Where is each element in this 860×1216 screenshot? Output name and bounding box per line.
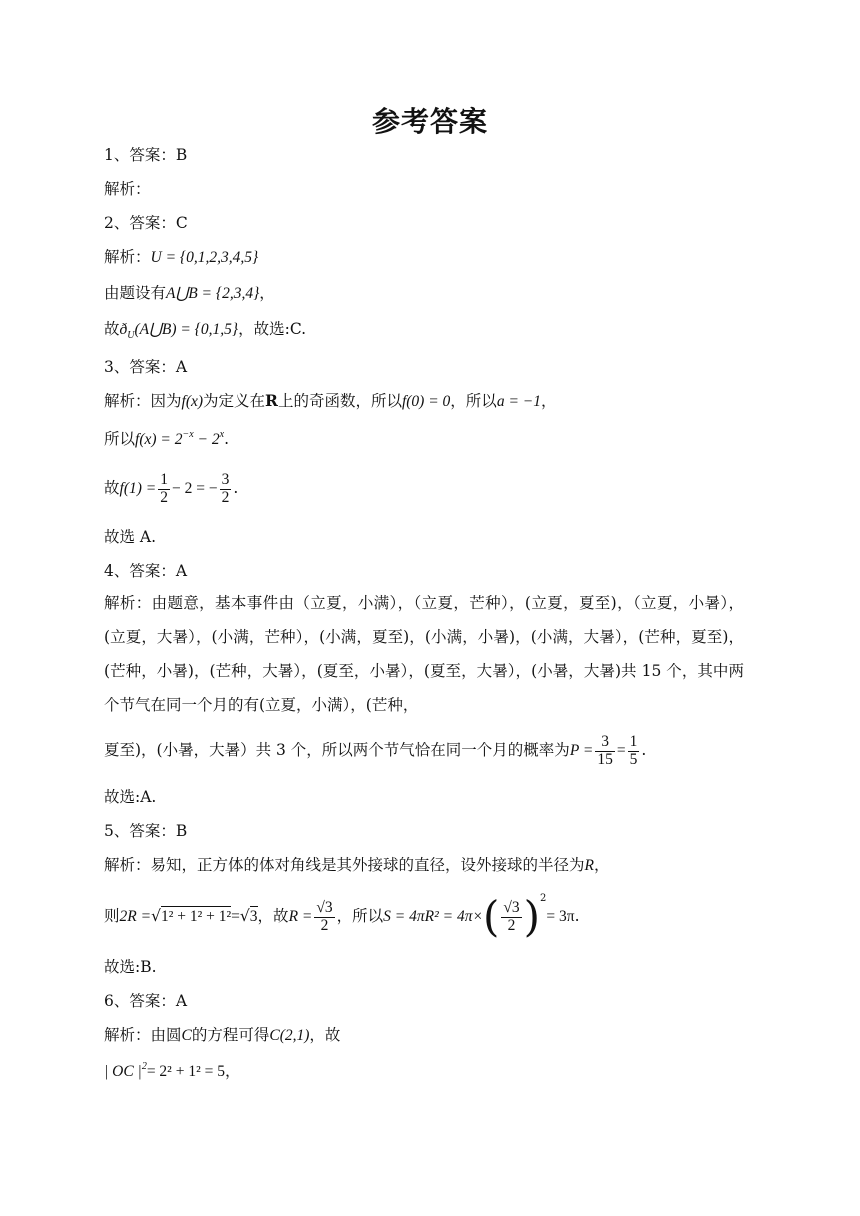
math: C(2,1) bbox=[269, 1027, 310, 1044]
q4-select: 故选:A. bbox=[104, 788, 157, 806]
q6-analysis-line2 bbox=[104, 1060, 240, 1083]
math: (A⋃B) = {0,1,5} bbox=[134, 321, 239, 338]
q6-analysis-line1 bbox=[104, 1024, 340, 1047]
sqrt-icon: √ bbox=[151, 907, 161, 925]
q2-analysis-line1 bbox=[104, 246, 258, 269]
complement-symbol: ð bbox=[119, 321, 128, 338]
text: 故 bbox=[104, 479, 120, 497]
text: ，故 bbox=[257, 907, 289, 925]
exponent: x bbox=[219, 429, 225, 440]
numerator: √3 bbox=[316, 899, 333, 917]
q2-answer: 2、答案：C bbox=[104, 214, 188, 232]
text: 则 bbox=[104, 907, 120, 925]
q3-analysis-line2 bbox=[104, 428, 229, 451]
q1-analysis: 解析： bbox=[104, 180, 151, 198]
math: 2R = bbox=[119, 908, 152, 925]
math: − 2 = − bbox=[171, 480, 218, 497]
fraction bbox=[314, 900, 334, 934]
math: | OC | bbox=[104, 1063, 142, 1080]
math: a = −1 bbox=[496, 393, 541, 410]
right-paren: ) bbox=[523, 892, 540, 941]
math: f(0) = 0 bbox=[401, 393, 451, 410]
q2-analysis-line3 bbox=[104, 318, 306, 341]
math: = 2² + 1² = 5 bbox=[146, 1063, 225, 1080]
math: P = bbox=[569, 742, 594, 759]
text: . bbox=[233, 479, 239, 497]
math: = bbox=[231, 908, 240, 925]
q3-analysis-line3 bbox=[104, 466, 238, 511]
q5-answer: 5、答案：B bbox=[104, 822, 188, 840]
subscript: U bbox=[127, 330, 135, 342]
denominator: 2 bbox=[221, 488, 230, 506]
q3-select: 故选 A. bbox=[104, 528, 157, 546]
page-title: 参考答案 bbox=[371, 105, 488, 138]
text: ，所以 bbox=[336, 907, 384, 925]
left-paren: ( bbox=[482, 892, 500, 941]
math: f(x) = 2 bbox=[135, 431, 183, 448]
q3-answer: 3、答案：A bbox=[104, 358, 188, 376]
q4-analysis-last-line bbox=[104, 728, 646, 773]
equals: = bbox=[616, 742, 626, 759]
exponent: 2 bbox=[141, 1061, 147, 1072]
math: A⋃B = {2,3,4} bbox=[166, 285, 260, 302]
numerator: 1 bbox=[629, 733, 638, 751]
denominator: 2 bbox=[320, 916, 329, 934]
q3-analysis-line1 bbox=[104, 390, 557, 413]
math: = 3π bbox=[546, 908, 575, 925]
denominator: 5 bbox=[629, 750, 638, 768]
text: 故 bbox=[104, 320, 120, 338]
text: ，故 bbox=[309, 1026, 341, 1044]
math: R = bbox=[288, 908, 313, 925]
math: C bbox=[181, 1027, 192, 1044]
q6-answer: 6、答案：A bbox=[104, 992, 188, 1010]
math: f(1) = bbox=[119, 480, 157, 497]
text: 为定义在 bbox=[203, 392, 266, 410]
fraction bbox=[158, 472, 170, 506]
math: S = 4πR² = 4π× bbox=[383, 908, 483, 925]
radicand: 3 bbox=[249, 908, 258, 925]
numerator: 3 bbox=[595, 734, 615, 751]
text: . bbox=[224, 430, 230, 448]
text: ， bbox=[259, 284, 275, 302]
text: 所以 bbox=[104, 430, 136, 448]
text: 解析：易知，正方体的体对角线是其外接球的直径，设外接球的半径为 bbox=[104, 856, 585, 874]
math: − 2 bbox=[193, 431, 220, 448]
q5-analysis-line1 bbox=[104, 854, 610, 877]
text: ， bbox=[224, 1062, 241, 1080]
fraction bbox=[595, 734, 615, 768]
radicand: 1² + 1² + 1² bbox=[160, 908, 232, 925]
text: 解析：因为 bbox=[104, 392, 182, 410]
text: 上的奇函数，所以 bbox=[277, 392, 402, 410]
denominator: 15 bbox=[597, 750, 613, 768]
text: 解析： bbox=[104, 248, 151, 266]
sqrt-icon: √ bbox=[239, 907, 250, 925]
q5-analysis-line2 bbox=[104, 888, 580, 945]
text: 的方程可得 bbox=[191, 1026, 270, 1044]
text: ，故选:C. bbox=[238, 320, 307, 338]
numerator: 3 bbox=[221, 471, 230, 489]
text: . bbox=[574, 907, 580, 925]
text: . bbox=[641, 741, 647, 759]
exponent: −x bbox=[182, 429, 194, 440]
q4-analysis-paragraph: 解析：由题意，基本事件由（立夏，小满），（立夏，芒种），(立夏，夏至)，（立夏，小暑），(立夏，大暑），(小满，芒种），(小满，夏至)，(小满，小暑)，(小满，大暑），(芒种，夏至)，(芒种，小暑)，(芒种，大暑），(夏至，小暑），(夏至，大暑），(小暑，大暑)共 15 个，其中两个节气在同一个月的有(立夏，小满），(芒种， bbox=[104, 594, 744, 714]
fraction bbox=[628, 734, 640, 768]
real-set-symbol: R bbox=[265, 391, 278, 410]
q1-answer: 1、答案：B bbox=[104, 146, 188, 164]
text: 夏至)，(小暑，大暑）共 3 个，所以两个节气恰在同一个月的概率为 bbox=[104, 741, 570, 759]
math: f(x) bbox=[181, 393, 204, 410]
text: ，所以 bbox=[450, 392, 497, 410]
text: 由题设有 bbox=[104, 284, 167, 302]
q5-select: 故选:B. bbox=[104, 958, 157, 976]
math: R bbox=[584, 857, 594, 874]
text: ， bbox=[540, 392, 557, 410]
fraction bbox=[501, 900, 521, 934]
denominator: 2 bbox=[160, 488, 168, 506]
text: 解析：由圆 bbox=[104, 1026, 182, 1044]
numerator: 1 bbox=[160, 471, 168, 489]
q4-answer: 4、答案：A bbox=[104, 562, 188, 580]
exponent: 2 bbox=[539, 893, 547, 904]
text: ， bbox=[593, 856, 610, 874]
denominator: 2 bbox=[507, 916, 516, 934]
q2-analysis-line2 bbox=[104, 282, 275, 305]
fraction bbox=[220, 472, 232, 506]
numerator: √3 bbox=[503, 899, 520, 917]
math: U = {0,1,2,3,4,5} bbox=[150, 249, 259, 266]
